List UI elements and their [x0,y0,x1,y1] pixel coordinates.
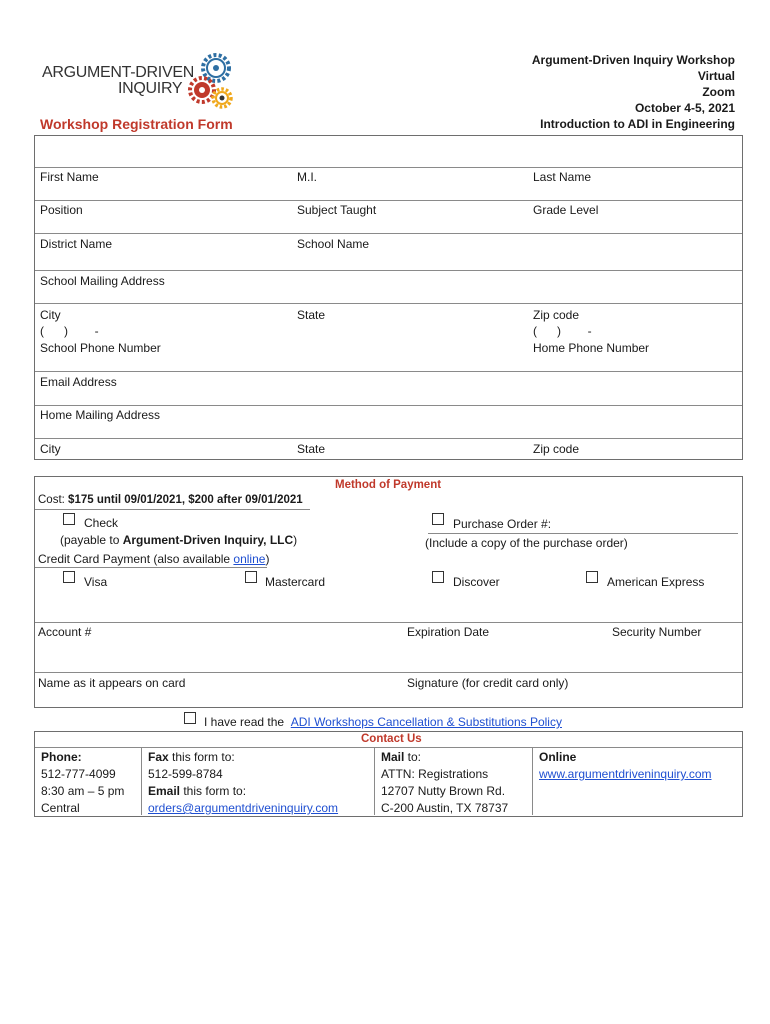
event-course: Introduction to ADI in Engineering [540,117,735,131]
mastercard-label: Mastercard [265,575,326,589]
mail-label: Mail [381,750,405,764]
amex-label: American Express [607,575,705,589]
cost-value: $175 until 09/01/2021, $200 after 09/01/2021 [68,494,303,506]
first-name-label: First Name [40,170,99,184]
contact-heading: Contact Us [361,733,422,745]
phone-timezone: Central [41,801,80,815]
position-label: Position [40,203,83,217]
policy-link[interactable]: ADI Workshops Cancellation & Substitutions Policy [290,715,562,729]
payable-name: Argument-Driven Inquiry, LLC [122,533,294,547]
policy-prefix: I have read the [204,715,285,729]
city2-label: City [40,442,61,456]
home-phone-label: Home Phone Number [533,341,650,355]
mi-label: M.I. [297,170,317,184]
mail-column [381,749,508,817]
cost-line [38,494,303,506]
fax-number: 512-599-8784 [148,767,223,781]
email-text: this form to: [180,784,247,798]
cc-label: Credit Card Payment (also available [38,552,234,566]
mail-line3: C-200 Austin, TX 78737 [381,801,509,815]
online-label: Online [539,750,577,764]
home-phone-mask[interactable]: ( ) - [533,324,592,338]
email-label-contact: Email [148,784,181,798]
phone-hours: 8:30 am – 5 pm [41,784,125,798]
school-phone-label: School Phone Number [40,341,161,355]
payable-line [60,533,297,547]
last-name-label: Last Name [533,170,592,184]
grade-label: Grade Level [533,203,599,217]
city-label: City [40,308,61,322]
fax-label: Fax [148,750,169,764]
email-field[interactable] [35,372,741,405]
event-format: Virtual [697,69,735,83]
po-note: (Include a copy of the purchase order) [425,536,628,550]
policy-checkbox[interactable] [184,712,196,724]
school-phone-mask[interactable]: ( ) - [40,324,99,338]
check-label: Check [84,516,119,530]
amex-checkbox[interactable] [586,571,598,583]
state-label: State [297,308,326,322]
signature-label: Signature (for credit card only) [407,676,569,690]
logo [40,50,240,112]
mail-line1: ATTN: Registrations [381,767,489,781]
email-address-link[interactable]: orders@argumentdriveninquiry.com [148,801,339,815]
state2-label: State [297,442,326,456]
discover-label: Discover [453,575,500,589]
mail-line2: 12707 Nutty Brown Rd. [381,784,506,798]
visa-label: Visa [84,575,108,589]
email-label: Email Address [40,375,117,389]
school-label: School Name [297,237,370,251]
expiration-label: Expiration Date [407,625,490,639]
gears-icon [180,50,250,112]
phone-label: Phone: [41,750,82,764]
discover-checkbox[interactable] [432,571,444,583]
event-title: Argument-Driven Inquiry Workshop [531,53,735,67]
logo-text-line1: ARGUMENT-DRIVEN [42,64,194,81]
website-link[interactable]: www.argumentdriveninquiry.com [539,767,712,781]
mastercard-checkbox[interactable] [245,571,257,583]
payment-heading: Method of Payment [335,479,442,491]
fax-email-column [148,749,338,817]
security-label: Security Number [612,625,702,639]
event-platform: Zoom [702,85,735,99]
logo-text-line2: INQUIRY [118,80,183,97]
visa-checkbox[interactable] [63,571,75,583]
mail-text: to: [404,750,422,764]
name-on-card-label: Name as it appears on card [38,676,186,690]
policy-line [204,715,562,729]
cc-line [38,552,269,566]
cost-label: Cost: [38,494,69,506]
online-link[interactable]: online [233,552,266,566]
event-header [532,52,735,132]
district-label: District Name [40,237,113,251]
phone-number: 512-777-4099 [41,767,116,781]
po-label: Purchase Order #: [453,517,552,531]
payable-suffix: ) [293,533,298,547]
po-number-field[interactable] [428,533,738,534]
po-checkbox[interactable] [432,513,444,525]
account-label: Account # [38,625,92,639]
event-dates: October 4-5, 2021 [634,101,735,115]
payable-prefix: (payable to [60,533,123,547]
fax-text: this form to: [168,750,235,764]
online-column [539,749,712,783]
school-address-label: School Mailing Address [40,274,165,288]
phone-column [41,749,124,817]
mi-field[interactable] [292,168,524,200]
zip2-label: Zip code [533,442,580,456]
form-title: Workshop Registration Form [40,116,233,132]
zip-label: Zip code [533,308,580,322]
subject-label: Subject Taught [297,203,377,217]
check-checkbox[interactable] [63,513,75,525]
home-address-label: Home Mailing Address [40,408,161,422]
cc-suffix: ) [265,552,270,566]
